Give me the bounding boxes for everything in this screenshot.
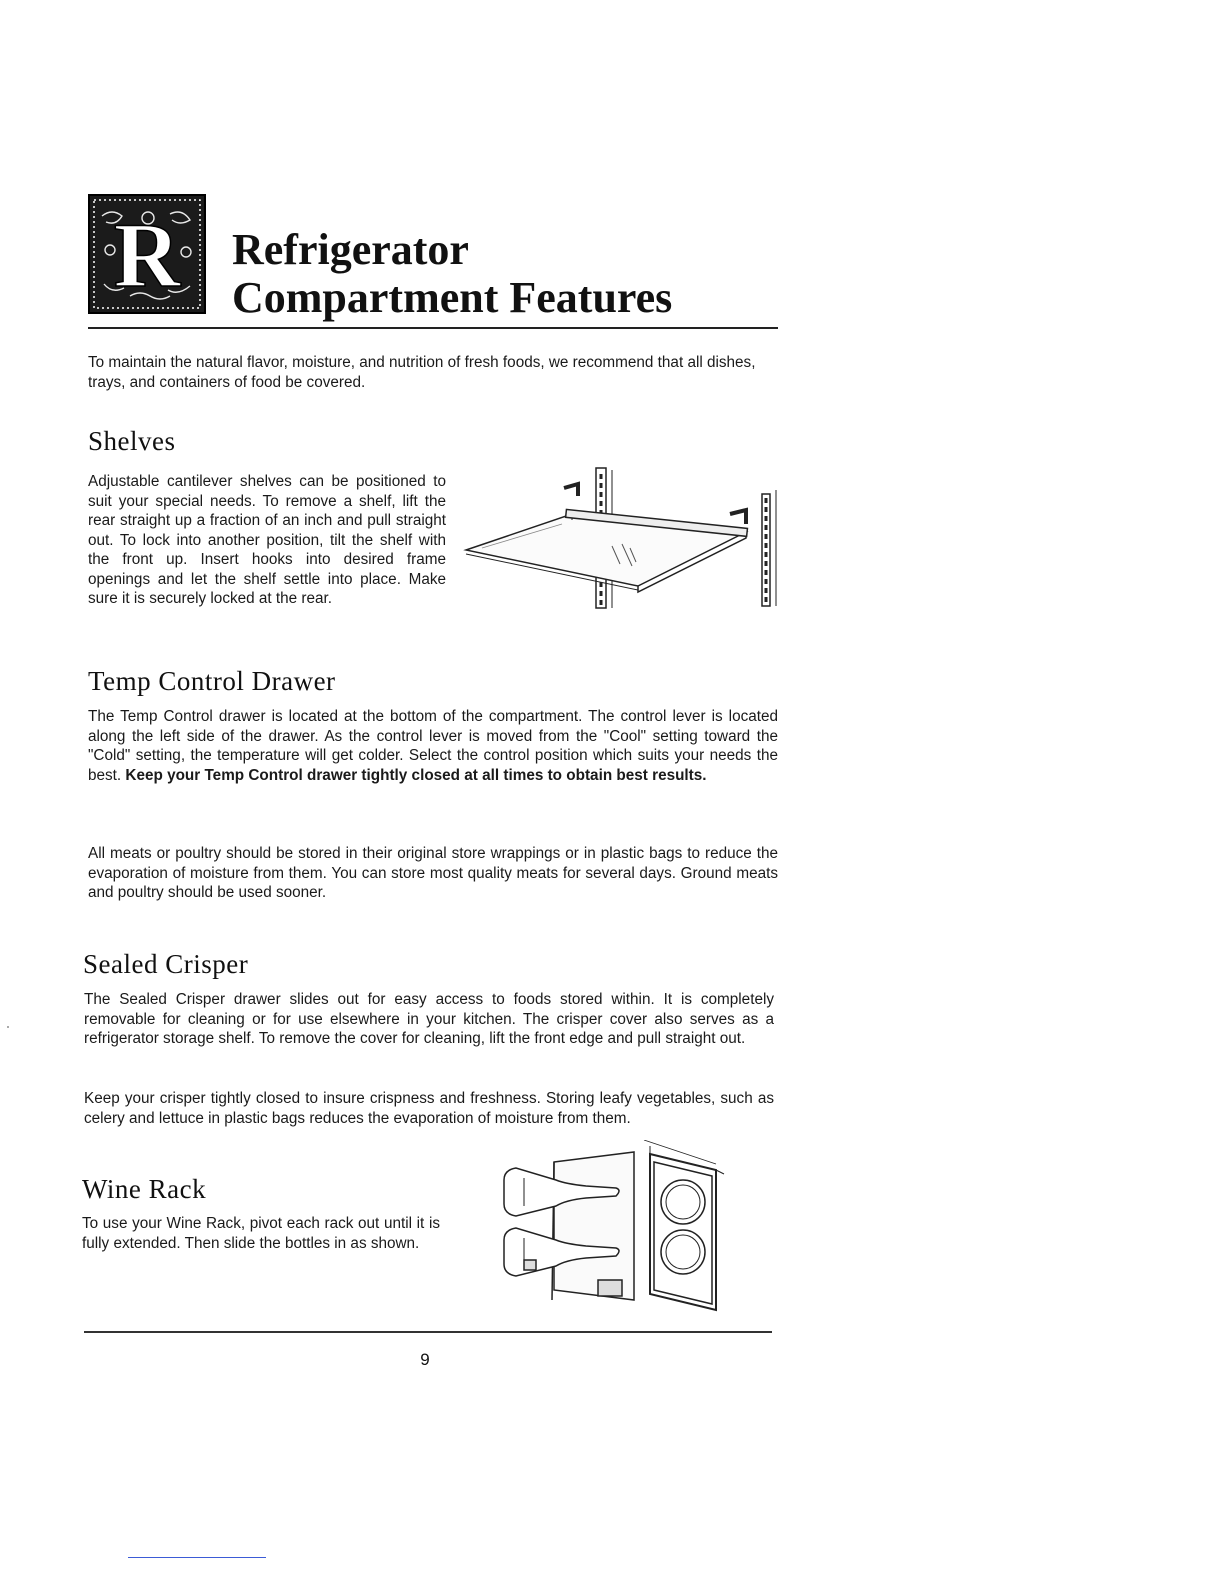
temp-control-heading: Temp Control Drawer [88,666,336,696]
sealed-crisper-heading: Sealed Crisper [83,949,249,979]
sealed-crisper-paragraph-2: Keep your crisper tightly closed to insure crispness and freshness. Storing leafy vegetables, such as celery and lettuce in plastic bags reduces the evaporation of moisture from them. [84,1090,774,1127]
ornamental-letter-R-icon [88,194,206,314]
temp-control-paragraph [88,707,778,785]
intro-paragraph: To maintain the natural flavor, moisture, and nutrition of fresh foods, we recommend that all dishes, trays, and containers of food be covered. [88,354,756,391]
footer-link-underline [128,1557,266,1558]
shelves-paragraph: Adjustable cantilever shelves can be positioned to suit your special needs. To remove a shelf, lift the rear straight up a fraction of an inch and pull straight out. To lock into another position, tilt the shelf with the front up. Insert hooks into desired frame openings and let the shelf settle into place. Make sure it is securely locked at the rear. [88,473,446,607]
svg-text:R: R [113,204,181,306]
page-title [232,226,672,322]
title-divider [88,327,778,329]
meats-paragraph: All meats or poultry should be stored in their original store wrappings or in plastic bags to reduce the evaporation of moisture from them. You can store most quality meats for several days. Ground meats and poultry should be used sooner. [88,845,778,901]
shelves-heading: Shelves [88,426,176,456]
page-number: 9 [420,1350,430,1369]
page-title-line-1: Refrigerator [232,225,469,274]
wine-rack-paragraph: To use your Wine Rack, pivot each rack out until it is fully extended. Then slide the bottles in as shown. [82,1215,440,1252]
footer-divider [84,1331,772,1333]
page-title-line-2: Compartment Features [232,273,673,322]
temp-control-bold-text: Keep your Temp Control drawer tightly closed at all times to obtain best results. [125,766,707,784]
margin-mark [7,1026,9,1028]
wine-rack-illustration [494,1140,728,1314]
temp-control-text: The Temp Control drawer is located at the bottom of the compartment. The control lever is located along the left side of the drawer. As the control lever is moved from the "Cool" setting toward the "Cold" setting, the temperature will get colder. Select the control position which suits your needs the best. [88,708,778,784]
wine-rack-heading: Wine Rack [82,1174,207,1204]
cantilever-shelf-illustration [462,466,782,616]
sealed-crisper-paragraph-1: The Sealed Crisper drawer slides out for easy access to foods stored within. It is completely removable for cleaning or for use elsewhere in your kitchen. The crisper cover also serves as a refrigerator storage shelf. To remove the cover for cleaning, lift the front edge and pull straight out. [84,991,774,1047]
